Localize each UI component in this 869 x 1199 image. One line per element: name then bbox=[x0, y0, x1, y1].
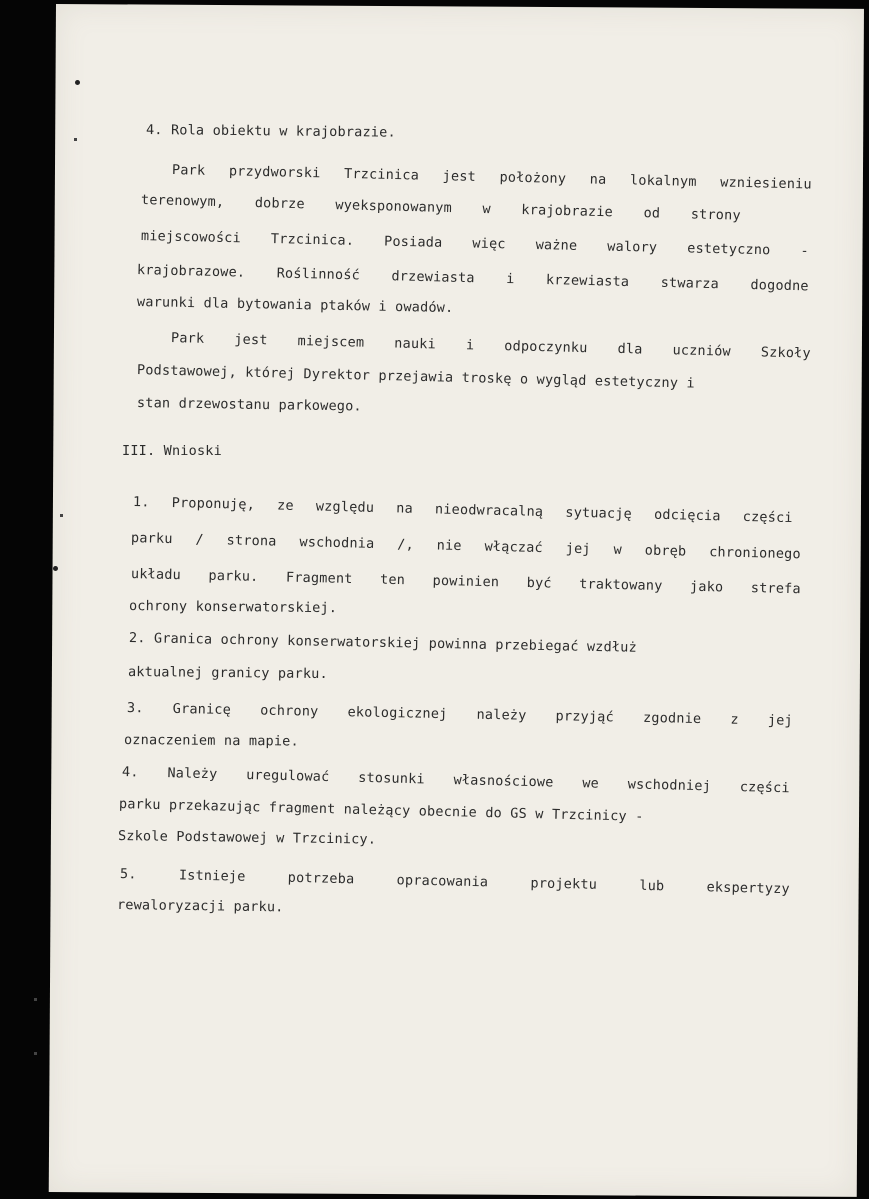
paragraph-line: terenowym, dobrze wyeksponowanym w krajobrazie od strony bbox=[140, 192, 741, 224]
scan-speck bbox=[60, 514, 63, 517]
list-item-line: 1. Proponuję, ze względu na nieodwracalną sytuację odcięcia części bbox=[132, 494, 793, 527]
list-item-line: parku / strona wschodnia /, nie włączać jej w obręb chronionego bbox=[130, 530, 801, 563]
list-item-line: ochrony konserwatorskiej. bbox=[128, 598, 338, 617]
list-item-line: 3. Granicę ochrony ekologicznej należy przyjąć zgodnie z jej bbox=[126, 700, 793, 729]
punch-hole-mark bbox=[75, 80, 80, 85]
paragraph-line: miejscowości Trzcinica. Posiada więc ważne walory estetyczno - bbox=[140, 228, 809, 260]
list-item-line: 5. Istnieje potrzeba opracowania projektu lub ekspertyzy bbox=[119, 866, 791, 898]
scan-speck bbox=[74, 138, 77, 141]
list-item-line: parku przekazując fragment należący obecnie do GS w Trzcinicy - bbox=[118, 796, 644, 825]
scan-speck bbox=[34, 1052, 37, 1055]
list-item-line: 4. Należy uregulować stosunki własnościowe we wschodniej części bbox=[121, 764, 790, 797]
scan-speck bbox=[34, 998, 37, 1001]
section-heading: 4. Rola obiektu w krajobrazie. bbox=[145, 122, 396, 141]
punch-hole-mark bbox=[53, 566, 58, 571]
paragraph-line: krajobrazowe. Roślinność drzewiasta i krzewiasta stwarza dogodne bbox=[136, 262, 809, 295]
paragraph-line: warunki dla bytowania ptaków i owadów. bbox=[136, 294, 454, 317]
paragraph-line: Podstawowej, której Dyrektor przejawia troskę o wygląd estetyczny i bbox=[136, 362, 695, 392]
paragraph-line: Park jest miejscem nauki i odpoczynku dla uczniów Szkoły bbox=[170, 330, 812, 362]
list-item-line: układu parku. Fragment ten powinien być traktowany jako strefa bbox=[130, 566, 801, 598]
list-item-line: rewaloryzacji parku. bbox=[116, 897, 284, 916]
list-item-line: Szkole Podstawowej w Trzcinicy. bbox=[117, 828, 377, 848]
list-item-line: oznaczeniem na mapie. bbox=[123, 732, 299, 750]
paragraph-line: Park przydworski Trzcinica jest położony na lokalnym wzniesieniu bbox=[171, 162, 812, 193]
list-item-line: aktualnej granicy parku. bbox=[127, 664, 328, 683]
paragraph-line: stan drzewostanu parkowego. bbox=[136, 395, 362, 415]
list-item-line: 2. Granica ochrony konserwatorskiej powinna przebiegać wzdłuż bbox=[128, 630, 638, 656]
section-heading: III. Wnioski bbox=[122, 443, 222, 459]
